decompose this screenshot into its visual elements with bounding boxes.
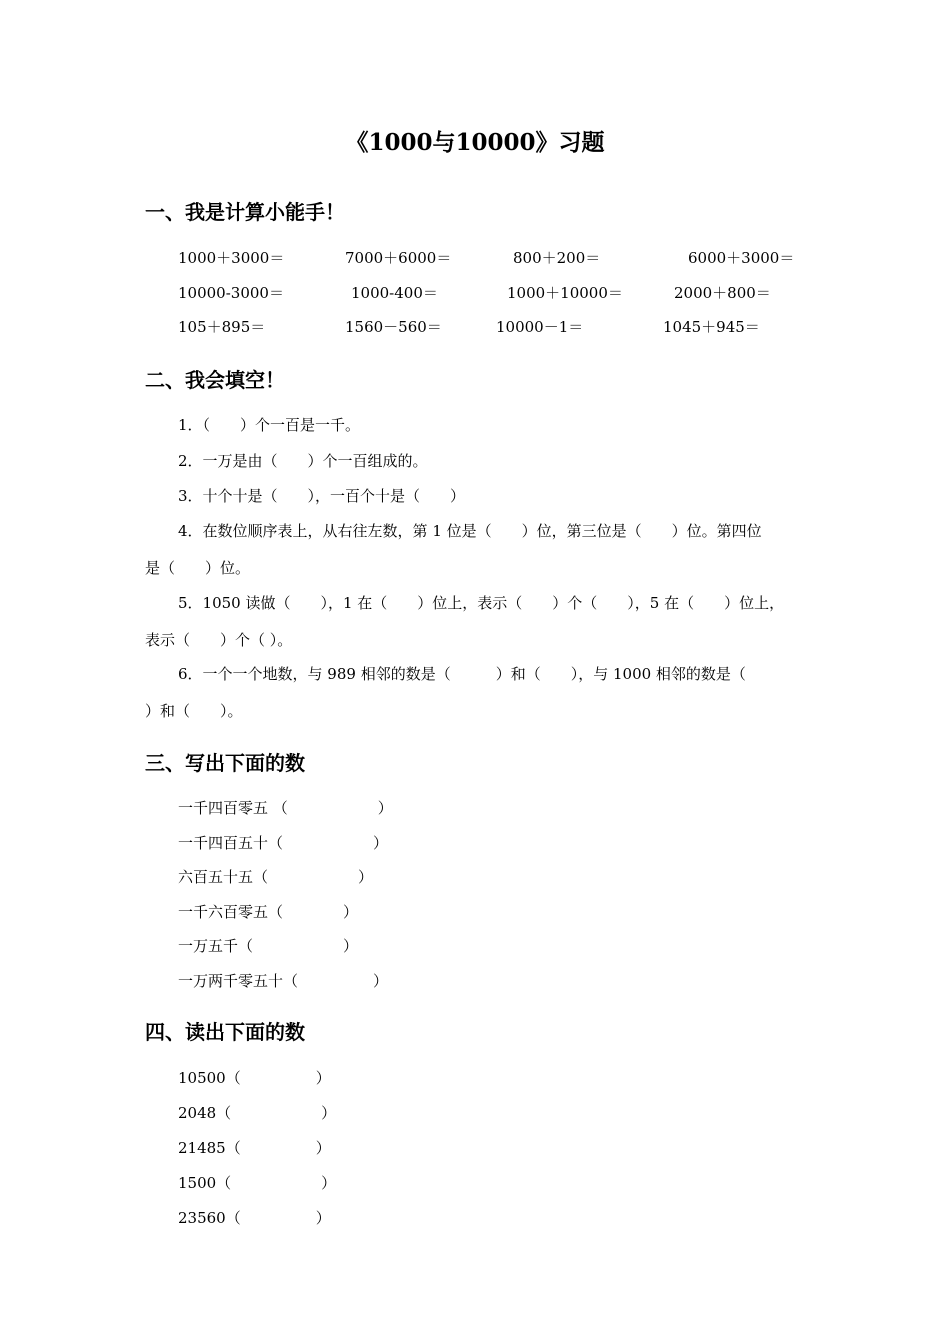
write-number-item: 六百五十五（ ）: [178, 868, 374, 886]
fill-blank-line: 5．1050 读做（ ），1 在（ ）位上，表示（ ）个（ ），5 在（ ）位上，: [178, 594, 785, 612]
write-number-item: 一千四百五十（ ）: [178, 834, 389, 852]
calc-item: 1000＋3000＝: [178, 249, 285, 267]
read-number-item: 21485（ ）: [178, 1139, 331, 1157]
page-title: 《1000与10000》习题: [345, 129, 605, 156]
calc-item: 2000＋800＝: [674, 284, 771, 302]
write-number-item: 一千四百零五 （ ）: [178, 799, 393, 817]
calc-item: 7000＋6000＝: [345, 249, 452, 267]
fill-blank-line: 4．在数位顺序表上，从右往左数，第 1 位是（ ）位，第三位是（ ）位。第四位: [178, 522, 762, 540]
calc-item: 1000-400＝: [351, 284, 438, 302]
calc-item: 10000-3000＝: [178, 284, 284, 302]
write-number-item: 一万五千（ ）: [178, 937, 359, 955]
section-2-heading: 二、我会填空！: [145, 368, 285, 392]
fill-blank-line: 6．一个一个地数，与 989 相邻的数是（ ）和（ ），与 1000 相邻的数是（: [178, 665, 746, 683]
calc-item: 1560－560＝: [345, 318, 442, 336]
calc-item: 1045＋945＝: [663, 318, 760, 336]
read-number-item: 10500（ ）: [178, 1069, 331, 1087]
fill-blank-line: 2．一万是由（ ）个一百组成的。: [178, 452, 428, 470]
fill-blank-line: 3．十个十是（ ），一百个十是（ ）: [178, 487, 466, 505]
read-number-item: 1500（ ）: [178, 1174, 337, 1192]
calc-item: 1000＋10000＝: [507, 284, 623, 302]
calc-item: 10000－1＝: [496, 318, 584, 336]
write-number-item: 一千六百零五（ ）: [178, 903, 359, 921]
section-3-heading: 三、写出下面的数: [145, 751, 305, 775]
write-number-item: 一万两千零五十（ ）: [178, 972, 389, 990]
section-1-heading: 一、我是计算小能手！: [145, 200, 345, 224]
calc-item: 6000＋3000＝: [688, 249, 795, 267]
fill-blank-line: 表示（ ）个（ ）。: [145, 631, 293, 649]
fill-blank-line: 1．（ ）个一百是一千。: [178, 416, 361, 434]
read-number-item: 23560（ ）: [178, 1209, 331, 1227]
calc-item: 105＋895＝: [178, 318, 266, 336]
section-4-heading: 四、读出下面的数: [145, 1020, 305, 1044]
read-number-item: 2048（ ）: [178, 1104, 337, 1122]
calc-item: 800＋200＝: [513, 249, 601, 267]
fill-blank-line: 是（ ）位。: [145, 559, 251, 577]
fill-blank-line: ）和（ ）。: [145, 702, 243, 720]
